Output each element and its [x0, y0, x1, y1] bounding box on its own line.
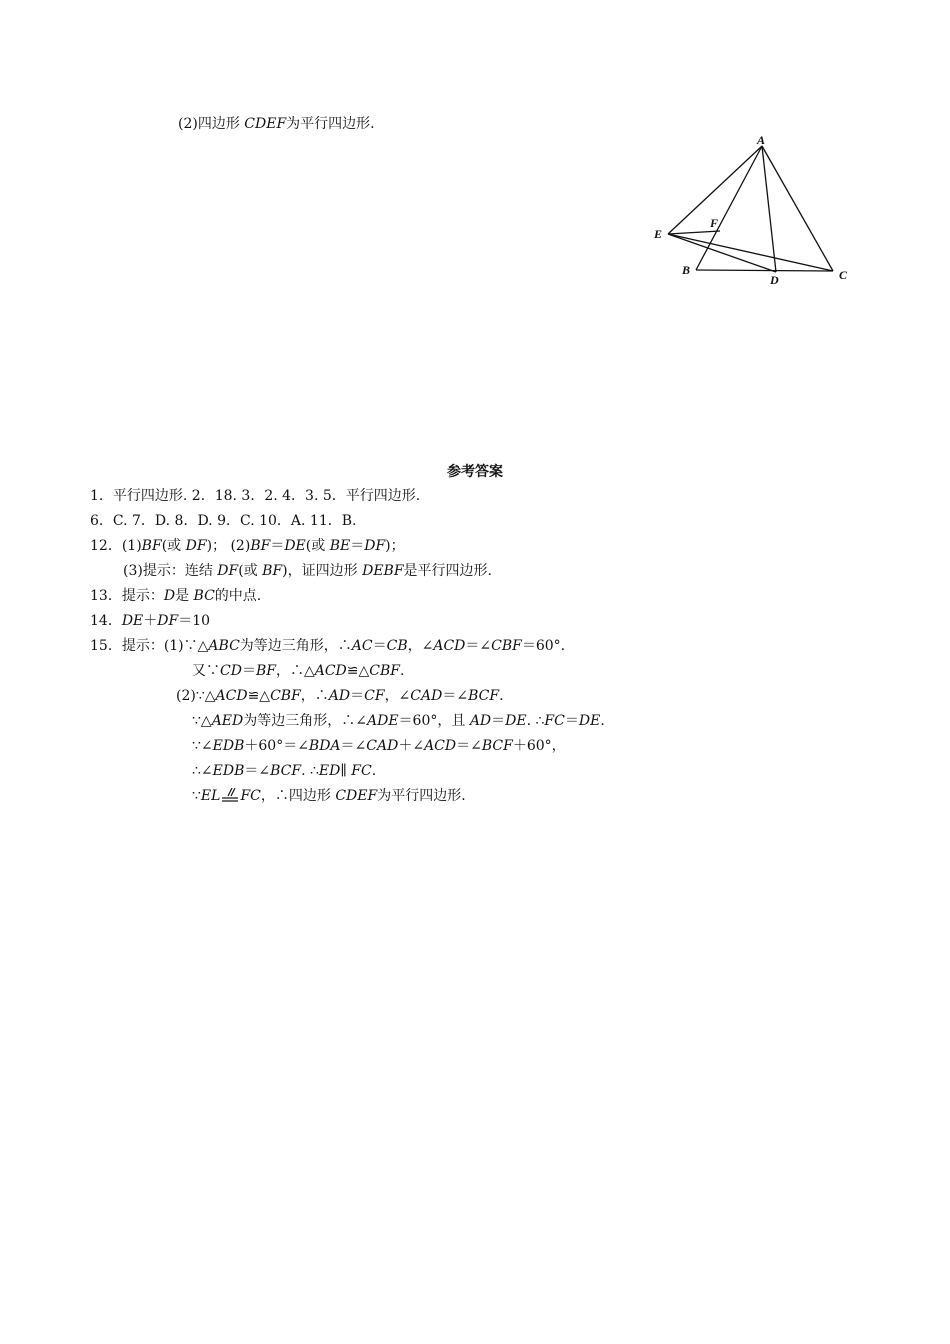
answer-15-line-2: 又∵CD＝BF，∴△ACD≌△CBF. — [192, 663, 405, 679]
answer-13: 13．提示：D是 BC的中点. — [90, 588, 262, 604]
answer-15-line-1: 15．提示：(1)∵△ABC为等边三角形，∴AC＝CB，∠ACD＝∠CBF＝60°. — [90, 638, 566, 654]
label-f: F — [710, 216, 719, 230]
question-part-2: (2)四边形 CDEF为平行四边形. — [178, 116, 375, 132]
answer-15-line-6: ∴∠EDB＝∠BCF. ∴ED∥ FC. — [192, 763, 377, 779]
segment-ad — [762, 146, 776, 272]
answer-15-line-4: ∵△AED为等边三角形，∴∠ADE＝60°，且 AD＝DE. ∴FC＝DE. — [192, 713, 605, 729]
answer-12-part-3: (3)提示：连结 DF(或 BF)，证四边形 DEBF是平行四边形. — [123, 563, 492, 579]
answers-title: 参考答案 — [447, 464, 503, 480]
segment-bc — [696, 270, 833, 271]
answer-line-1: 1．平行四边形. 2．18. 3．2. 4．3. 5．平行四边形. — [90, 488, 421, 504]
parallel-equal-symbol-icon — [220, 788, 240, 802]
answer-14: 14．DE＋DF＝10 — [90, 613, 211, 629]
label-a: A — [757, 133, 766, 147]
answer-15-line-7: ∵EL FC，∴四边形 CDEF为平行四边形. — [192, 788, 466, 804]
geometry-figure — [640, 128, 860, 288]
label-e: E — [654, 227, 663, 241]
answer-15-line-3: (2)∵△ACD≌△CBF，∴AD＝CF，∠CAD＝∠BCF. — [176, 688, 504, 704]
answer-12: 12．(1)BF(或 DF)； (2)BF＝DE(或 BE＝DF)； — [90, 538, 405, 554]
segment-ec — [668, 234, 833, 271]
answer-line-2: 6．C. 7．D. 8．D. 9．C. 10．A. 11．B. — [90, 513, 357, 529]
segment-ac — [762, 146, 833, 271]
answer-15-line-5: ∵∠EDB＋60°＝∠BDA＝∠CAD＋∠ACD＝∠BCF＋60°， — [192, 738, 566, 754]
label-c: C — [839, 268, 848, 282]
segment-ef — [668, 231, 720, 234]
segment-ab — [696, 146, 762, 270]
label-b: B — [682, 263, 691, 277]
label-d: D — [770, 273, 779, 287]
